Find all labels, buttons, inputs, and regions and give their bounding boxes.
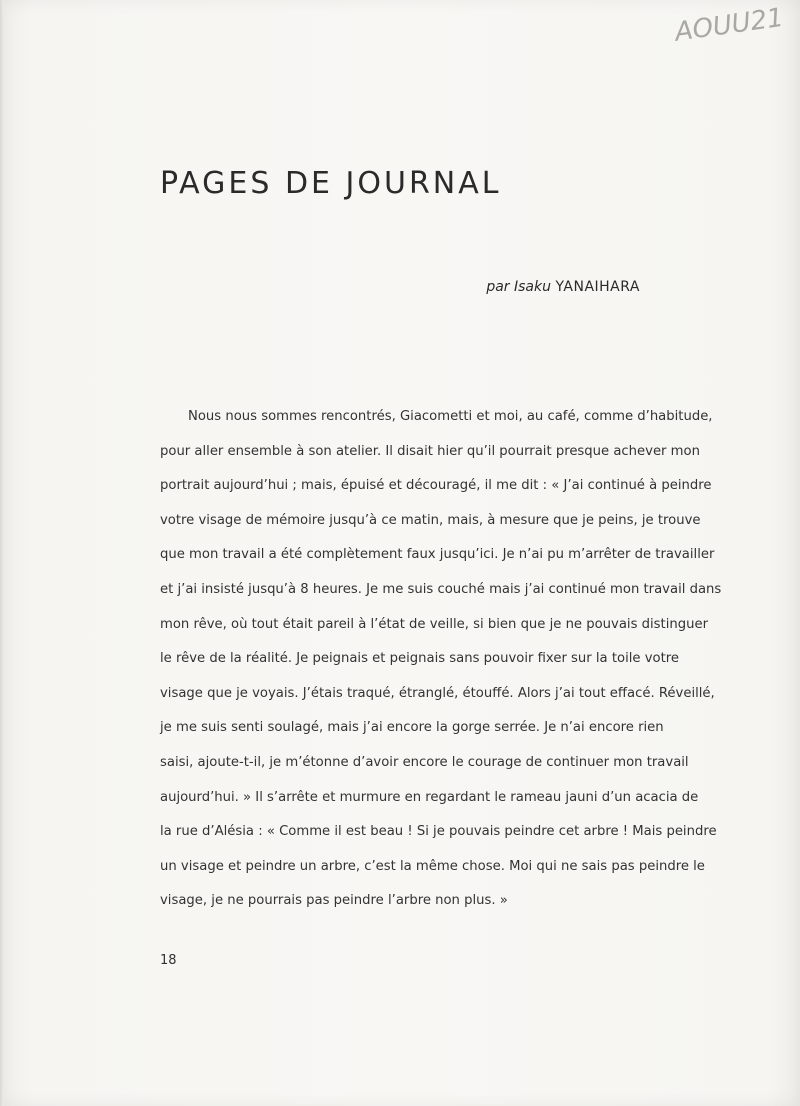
body-line: Nous nous sommes rencontrés, Giacometti et moi, au café, comme d’habitude, — [188, 409, 713, 424]
body-line: visage que je voyais. J’étais traqué, étranglé, étouffé. Alors j’ai tout effacé. Réveillé, — [160, 685, 715, 701]
body-line: mon rêve, où tout était pareil à l’état de veille, si bien que je ne pouvais distinguer — [160, 616, 709, 632]
body-line: saisi, ajoute-t-il, je m’étonne d’avoir encore le courage de continuer mon travail — [160, 754, 689, 770]
page-number: 18 — [160, 953, 177, 968]
body-line: portrait aujourd’hui ; mais, épuisé et découragé, il me dit : « J’ai continué à peindre — [160, 478, 712, 494]
body-line: visage, je ne pourrais pas peindre l’arbre non plus. » — [160, 893, 508, 909]
handwritten-shelfmark: AOUU21 — [673, 2, 786, 48]
page-title: PAGES DE JOURNAL — [160, 166, 502, 201]
body-line: la rue d’Alésia : « Comme il est beau ! Si je pouvais peindre cet arbre ! Mais peindre — [160, 824, 717, 840]
body-line: le rêve de la réalité. Je peignais et peignais sans pouvoir fixer sur la toile votre — [160, 651, 679, 667]
page-edge — [0, 0, 4, 1106]
author-first-name: Isaku — [514, 279, 551, 295]
body-line: et j’ai insisté jusqu’à 8 heures. Je me suis couché mais j’ai continué mon travail dans — [160, 581, 722, 597]
author-last-name: YANAIHARA — [555, 279, 640, 295]
body-paragraph — [160, 400, 722, 919]
body-line: un visage et peindre un arbre, c’est la même chose. Moi qui ne sais pas peindre le — [160, 858, 705, 874]
byline — [486, 279, 640, 295]
body-line: aujourd’hui. » Il s’arrête et murmure en regardant le rameau jauni d’un acacia de — [160, 789, 699, 805]
byline-prefix: par — [486, 279, 510, 295]
body-line: votre visage de mémoire jusqu’à ce matin, mais, à mesure que je peins, je trouve — [160, 512, 701, 528]
body-line: je me suis senti soulagé, mais j’ai encore la gorge serrée. Je n’ai encore rien — [160, 720, 664, 736]
body-line: que mon travail a été complètement faux jusqu’ici. Je n’ai pu m’arrêter de travailler — [160, 547, 715, 563]
body-line: pour aller ensemble à son atelier. Il disait hier qu’il pourrait presque achever mon — [160, 443, 700, 459]
